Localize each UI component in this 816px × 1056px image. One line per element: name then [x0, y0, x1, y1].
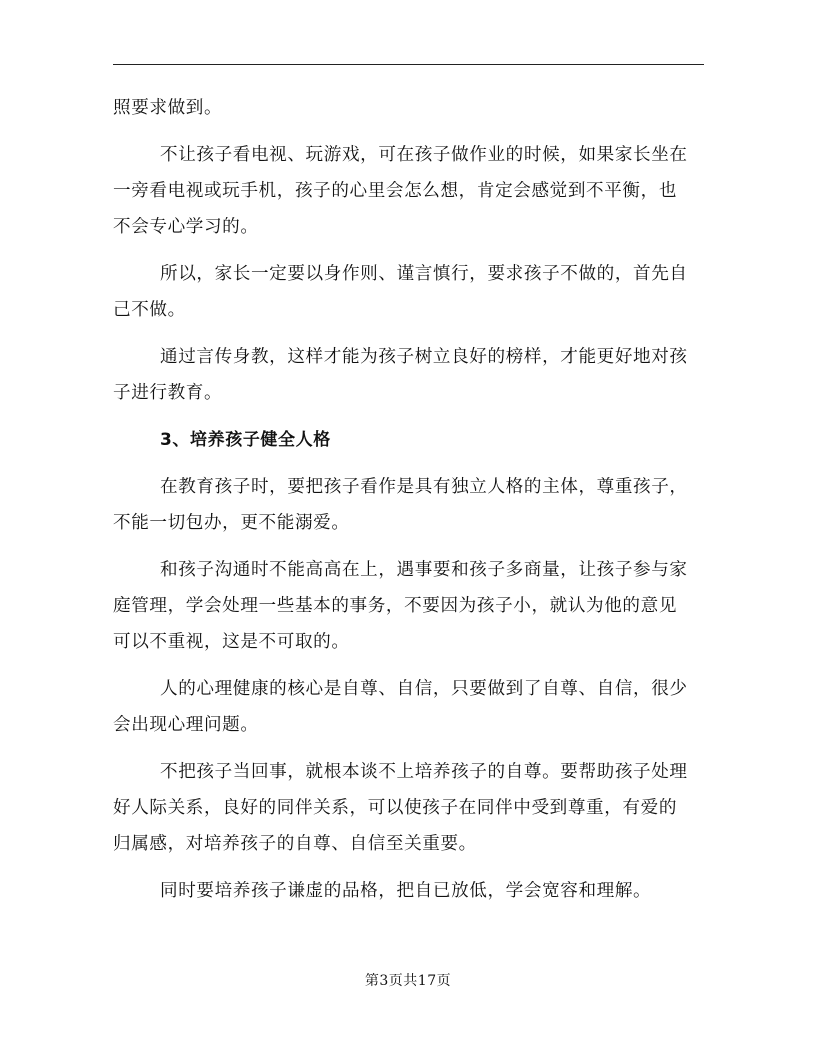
paragraph-line: 己不做。: [113, 300, 186, 320]
paragraph-4: [113, 339, 713, 411]
paragraph-8: [113, 754, 713, 862]
paragraph-5: [113, 469, 713, 541]
paragraph-line: 通过言传身教，这样才能为孩子树立良好的榜样，才能更好地对孩: [160, 347, 688, 367]
paragraph-line: 所以，家长一定要以身作则、谨言慎行，要求孩子不做的，首先自: [160, 264, 688, 284]
paragraph-line: 同时要培养孩子谦虚的品格，把自已放低，学会宽容和理解。: [160, 881, 652, 901]
paragraph-2: [113, 137, 713, 245]
paragraph-line: 不把孩子当回事，就根本谈不上培养孩子的自尊。要帮助孩子处理: [160, 762, 688, 782]
paragraph-3: [113, 256, 713, 328]
paragraph-line: 会出现心理问题。: [113, 715, 259, 735]
section-heading: [113, 422, 713, 458]
section-heading-text: 3、培养孩子健全人格: [160, 430, 331, 450]
paragraph-7: [113, 671, 713, 743]
page-number: 第3页共17页: [364, 973, 452, 989]
paragraph-line: 好人际关系，良好的同伴关系，可以使孩子在同伴中受到尊重，有爱的: [113, 798, 678, 818]
paragraph-line: 照要求做到。: [113, 98, 223, 118]
paragraph-line: 子进行教育。: [113, 383, 223, 403]
paragraph-line: 不能一切包办，更不能溺爱。: [113, 513, 350, 533]
paragraph-9: [113, 873, 713, 909]
paragraph-line: 可以不重视，这是不可取的。: [113, 632, 350, 652]
paragraph-line: 归属感，对培养孩子的自尊、自信至关重要。: [113, 834, 477, 854]
paragraph-line: 一旁看电视或玩手机，孩子的心里会怎么想，肯定会感觉到不平衡，也: [113, 181, 678, 201]
paragraph-line: 庭管理，学会处理一些基本的事务，不要因为孩子小，就认为他的意见: [113, 596, 678, 616]
paragraph-line: 不让孩子看电视、玩游戏，可在孩子做作业的时候，如果家长坐在: [160, 145, 688, 165]
paragraph-line: 不会专心学习的。: [113, 217, 259, 237]
paragraph-6: [113, 552, 713, 660]
paragraph-1: [113, 90, 713, 126]
paragraph-line: 在教育孩子时，要把孩子看作是具有独立人格的主体，尊重孩子，: [160, 477, 688, 497]
paragraph-line: 和孩子沟通时不能高高在上，遇事要和孩子多商量，让孩子参与家: [160, 560, 688, 580]
document-body: [113, 90, 713, 909]
paragraph-line: 人的心理健康的核心是自尊、自信，只要做到了自尊、自信，很少: [160, 679, 688, 699]
header-rule: [113, 64, 704, 65]
